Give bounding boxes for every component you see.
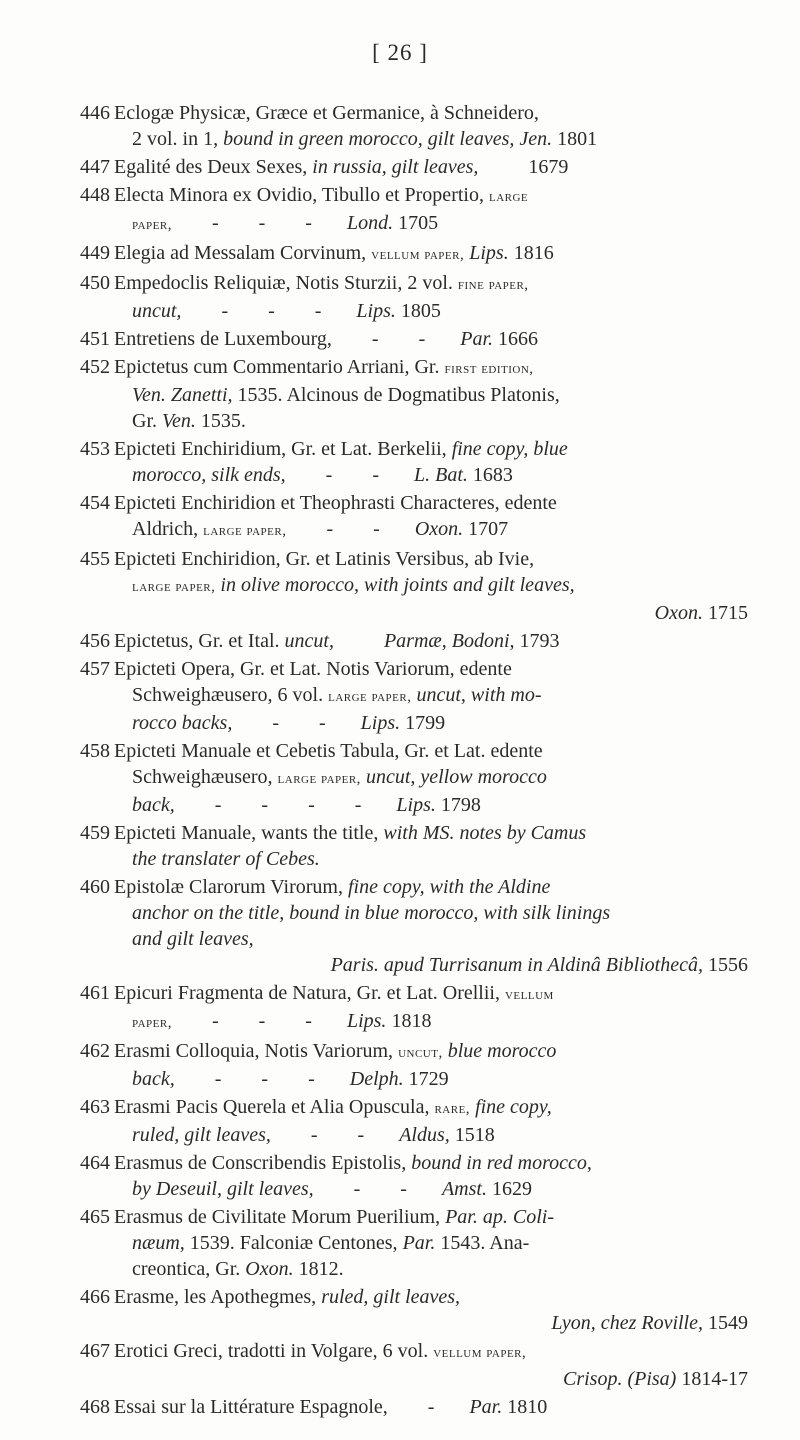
small-caps-text: large — [488, 189, 529, 205]
catalogue-entry — [80, 1284, 748, 1336]
small-caps-text: large paper, — [203, 523, 287, 539]
italic-text: Par. — [402, 1232, 436, 1254]
text-run: Erasmi Pacis Querela et Alia Opuscula, — [114, 1096, 435, 1118]
italic-text: in russia, gilt leaves, — [312, 156, 479, 178]
text-run — [334, 630, 384, 652]
entry-line — [114, 738, 748, 764]
entry-line — [114, 270, 748, 298]
entry-line — [114, 656, 748, 682]
italic-text: Lips. — [356, 300, 396, 322]
text-run: Epictetus, Gr. et Ital. — [114, 630, 285, 652]
text-run: - - — [270, 1124, 400, 1146]
italic-text: back, — [132, 1068, 175, 1090]
italic-text: uncut, — [132, 300, 182, 322]
entry-line — [114, 980, 748, 1008]
entry-line — [114, 1338, 748, 1366]
entry-line — [114, 952, 748, 978]
text-run: 1814-17 — [676, 1368, 748, 1390]
text-run: - - — [285, 464, 414, 486]
italic-text: uncut, — [284, 630, 334, 652]
text-run: 1707 — [463, 518, 509, 540]
text-run: Epicteti Opera, Gr. et Lat. Notis Variorum, edente — [114, 658, 512, 680]
italic-text: rocco backs, — [132, 712, 233, 734]
entry-line — [114, 1204, 748, 1230]
text-run: 1818 — [386, 1010, 432, 1032]
catalogue-entry — [80, 980, 748, 1036]
entry-line — [114, 408, 748, 434]
entry-number: 449 — [80, 242, 110, 264]
small-caps-text: fine paper, — [457, 277, 529, 293]
catalogue-entry — [80, 326, 748, 352]
italic-text: Lond. — [346, 212, 394, 234]
entry-line — [114, 874, 748, 900]
italic-text: Lips. — [346, 1010, 387, 1032]
text-run: 1799 — [400, 712, 446, 734]
entry-number: 453 — [80, 438, 110, 460]
entry-line — [114, 298, 748, 324]
entry-number: 468 — [80, 1396, 110, 1418]
small-caps-text: large paper, — [277, 771, 361, 787]
italic-text: back, — [132, 794, 175, 816]
entry-line — [114, 1094, 748, 1122]
italic-text: bound in green morocco, gilt leaves, Jen. — [223, 128, 553, 150]
entry-line — [114, 764, 748, 792]
italic-text: Par. — [460, 328, 494, 350]
text-run: 1556 — [703, 954, 748, 976]
entry-line — [114, 436, 748, 462]
small-caps-text: uncut, — [398, 1045, 443, 1061]
italic-text: and gilt leaves, — [132, 928, 254, 950]
text-run: Schweighæusero, 6 vol. — [132, 684, 329, 706]
small-caps-text: paper, — [132, 217, 172, 233]
text-run: Epictetus cum Commentario Arriani, Gr. — [114, 356, 445, 378]
italic-text: Aldus, — [399, 1124, 450, 1146]
entry-line — [114, 182, 748, 210]
entry-line — [114, 1038, 748, 1066]
entry-line — [114, 240, 748, 268]
entry-number: 464 — [80, 1152, 110, 1174]
italic-text: Amst. — [441, 1178, 487, 1200]
text-run: creontica, Gr. — [132, 1258, 246, 1280]
entry-line — [114, 210, 748, 238]
entry-number: 457 — [80, 658, 110, 680]
entry-line — [114, 682, 748, 710]
entry-line — [114, 462, 748, 488]
text-run: 1543. Ana- — [435, 1232, 530, 1254]
entry-number: 450 — [80, 272, 110, 294]
text-run: 1683 — [467, 464, 513, 486]
entry-line — [114, 326, 748, 352]
italic-text: uncut, yellow morocco — [365, 766, 547, 788]
small-caps-text: paper, — [132, 1015, 172, 1031]
italic-text: Ven. Zanetti, — [132, 384, 233, 406]
entry-line — [114, 1230, 748, 1256]
catalogue-entry — [80, 182, 748, 238]
text-run: 1629 — [486, 1178, 532, 1200]
entry-number: 452 — [80, 356, 110, 378]
entry-line — [114, 900, 748, 926]
text-run: - - — [286, 518, 415, 540]
italic-text: bound in red morocco, — [411, 1152, 592, 1174]
text-run: Essai sur la Littérature Espagnole, - — [114, 1396, 470, 1418]
italic-text: Par. ap. Coli- — [445, 1206, 554, 1228]
text-run: Entretiens de Luxembourg, - - — [114, 328, 461, 350]
entry-number: 459 — [80, 822, 110, 844]
entry-line — [114, 516, 748, 544]
text-run: 1810 — [502, 1396, 548, 1418]
catalogue-entry — [80, 240, 748, 268]
entry-line — [114, 1284, 748, 1310]
italic-text: Lips. — [396, 794, 436, 816]
entry-line — [114, 1310, 748, 1336]
text-run: 1535. — [195, 410, 246, 432]
italic-text: Oxon. — [654, 602, 703, 624]
entry-number: 463 — [80, 1096, 110, 1118]
entry-line — [114, 126, 748, 152]
text-run: 1793 — [514, 630, 560, 652]
entry-line — [114, 100, 748, 126]
text-run: 1539. Falconiæ Centones, — [184, 1232, 403, 1254]
text-run: - - - — [174, 1068, 350, 1090]
text-run: 1715 — [703, 602, 748, 624]
italic-text: anchor on the title, bound in blue morocco, with silk linings — [132, 902, 611, 924]
entry-line — [114, 572, 748, 600]
catalogue-entry — [80, 874, 748, 978]
text-run: Eclogæ Physicæ, Græce et Germanice, à Schneidero, — [114, 102, 539, 124]
text-run: Epicteti Enchiridium, Gr. et Lat. Berkelii, — [114, 438, 452, 460]
text-run: 1798 — [435, 794, 481, 816]
entry-number: 455 — [80, 548, 110, 570]
text-run: 1705 — [393, 212, 439, 234]
text-run: - - - — [181, 300, 357, 322]
text-run: 1549 — [703, 1312, 748, 1334]
catalogue-entry — [80, 154, 748, 180]
catalogue-entry — [80, 546, 748, 626]
entry-line — [114, 1122, 748, 1148]
entry-line — [114, 490, 748, 516]
text-run: 1816 — [508, 242, 554, 264]
catalogue-entry — [80, 820, 748, 872]
italic-text: with MS. notes by Camus — [383, 822, 587, 844]
italic-text: blue morocco — [447, 1040, 557, 1062]
entry-number: 466 — [80, 1286, 110, 1308]
text-run: 1812. — [293, 1258, 344, 1280]
catalogue-entry — [80, 100, 748, 152]
text-run: Erasme, les Apothegmes, — [114, 1286, 322, 1308]
text-run: - - - — [171, 212, 347, 234]
catalogue-entry — [80, 270, 748, 324]
text-run: 1535. Alcinous de Dogmatibus Platonis, — [232, 384, 560, 406]
text-run: Gr. — [132, 410, 162, 432]
text-run: 1729 — [403, 1068, 449, 1090]
catalogue-entry — [80, 436, 748, 488]
catalogue-entry — [80, 1038, 748, 1092]
text-run: 1518 — [449, 1124, 495, 1146]
entry-line — [114, 628, 748, 654]
text-run: 1666 — [493, 328, 539, 350]
text-run: Erasmus de Civilitate Morum Puerilium, — [114, 1206, 446, 1228]
text-run: Epicteti Manuale, wants the title, — [114, 822, 384, 844]
text-run: 2 vol. in 1, — [132, 128, 224, 150]
italic-text: Lips. — [360, 712, 401, 734]
entry-number: 448 — [80, 184, 110, 206]
entry-line — [114, 382, 748, 408]
italic-text: Delph. — [349, 1068, 404, 1090]
entry-number: 446 — [80, 102, 110, 124]
entry-line — [114, 792, 748, 818]
entry-line — [114, 846, 748, 872]
italic-text: in olive morocco, with joints and gilt leaves, — [220, 574, 575, 596]
entry-number: 467 — [80, 1340, 110, 1362]
italic-text: fine copy, blue — [451, 438, 568, 460]
text-run: Epicuri Fragmenta de Natura, Gr. et Lat. Orellii, — [114, 982, 505, 1004]
italic-text: Crisop. (Pisa) — [562, 1368, 677, 1390]
entry-number: 465 — [80, 1206, 110, 1228]
italic-text: Lips. — [469, 242, 509, 264]
text-run: Erotici Greci, tradotti in Volgare, 6 vol. — [114, 1340, 434, 1362]
catalogue-entry — [80, 1338, 748, 1392]
text-run: Erasmi Colloquia, Notis Variorum, — [114, 1040, 399, 1062]
catalogue-entry — [80, 628, 748, 654]
entry-line — [114, 354, 748, 382]
italic-text: ruled, gilt leaves, — [132, 1124, 271, 1146]
catalogue-entry — [80, 1150, 748, 1202]
catalogue-entry — [80, 1394, 748, 1420]
small-caps-text: vellum — [504, 987, 554, 1003]
entry-line — [114, 710, 748, 736]
entry-number: 462 — [80, 1040, 110, 1062]
entry-line — [114, 600, 748, 626]
italic-text: næum, — [132, 1232, 185, 1254]
catalogue-entry — [80, 738, 748, 818]
text-run: - - - - — [174, 794, 397, 816]
italic-text: L. Bat. — [414, 464, 468, 486]
small-caps-text: vellum paper, — [433, 1345, 527, 1361]
text-run: Epistolæ Clarorum Virorum, — [114, 876, 348, 898]
italic-text: uncut, with mo- — [416, 684, 542, 706]
catalogue-entry — [80, 1094, 748, 1148]
entry-number: 460 — [80, 876, 110, 898]
entry-number: 454 — [80, 492, 110, 514]
italic-text: Par. — [469, 1396, 503, 1418]
text-run: Elegia ad Messalam Corvinum, — [114, 242, 372, 264]
small-caps-text: vellum paper, — [371, 247, 465, 263]
text-run: Empedoclis Reliquiæ, Notis Sturzii, 2 vol. — [114, 272, 458, 294]
italic-text: morocco, silk ends, — [132, 464, 286, 486]
entry-line — [114, 154, 748, 180]
italic-text: Paris. apud Turrisanum in Aldinâ Bibliothecâ, — [330, 954, 703, 976]
entry-line — [114, 546, 748, 572]
catalogue-entry — [80, 1204, 748, 1282]
small-caps-text: large paper, — [132, 579, 216, 595]
small-caps-text: rare, — [434, 1101, 471, 1117]
entry-line — [114, 1394, 748, 1420]
entry-line — [114, 820, 748, 846]
catalogue-entry — [80, 354, 748, 434]
text-run: 1679 — [478, 156, 569, 178]
text-run: - - — [313, 1178, 442, 1200]
entry-line — [114, 926, 748, 952]
entry-line — [114, 1366, 748, 1392]
catalogue-entry — [80, 656, 748, 736]
italic-text: Ven. — [162, 410, 196, 432]
entry-line — [114, 1150, 748, 1176]
italic-text: Lyon, chez Roville, — [551, 1312, 703, 1334]
text-run: 1801 — [552, 128, 598, 150]
italic-text: Oxon. — [245, 1258, 294, 1280]
entry-line — [114, 1066, 748, 1092]
entry-line — [114, 1176, 748, 1202]
text-run: Schweighæusero, — [132, 766, 278, 788]
text-run: 1805 — [395, 300, 441, 322]
small-caps-text: first edition, — [444, 361, 534, 377]
text-run: Aldrich, — [132, 518, 204, 540]
text-run: - - — [232, 712, 361, 734]
text-run: Electa Minora ex Ovidio, Tibullo et Propertio, — [114, 184, 489, 206]
entry-line — [114, 1008, 748, 1036]
entry-number: 447 — [80, 156, 110, 178]
text-run: Epicteti Enchiridion et Theophrasti Characteres, edente — [114, 492, 557, 514]
italic-text: fine copy, — [475, 1096, 552, 1118]
text-run: Epicteti Enchiridion, Gr. et Latinis Versibus, ab Ivie, — [114, 548, 535, 570]
italic-text: ruled, gilt leaves, — [321, 1286, 461, 1308]
text-run: - - - — [171, 1010, 347, 1032]
italic-text: fine copy, with the Aldine — [347, 876, 551, 898]
entry-number: 456 — [80, 630, 110, 652]
catalogue-entry — [80, 490, 748, 544]
entry-line — [114, 1256, 748, 1282]
entry-number: 458 — [80, 740, 110, 762]
text-run: Egalité des Deux Sexes, — [114, 156, 313, 178]
small-caps-text: large paper, — [328, 689, 412, 705]
entry-list — [80, 100, 748, 1422]
text-run: Erasmus de Conscribendis Epistolis, — [114, 1152, 412, 1174]
italic-text: by Deseuil, gilt leaves, — [132, 1178, 314, 1200]
entry-number: 461 — [80, 982, 110, 1004]
italic-text: the translater of Cebes. — [132, 848, 320, 870]
italic-text: Parmæ, Bodoni, — [383, 630, 515, 652]
page-number: [ 26 ] — [372, 40, 428, 65]
text-run: Epicteti Manuale et Cebetis Tabula, Gr. et Lat. edente — [114, 740, 543, 762]
entry-number: 451 — [80, 328, 110, 350]
italic-text: Oxon. — [414, 518, 464, 540]
